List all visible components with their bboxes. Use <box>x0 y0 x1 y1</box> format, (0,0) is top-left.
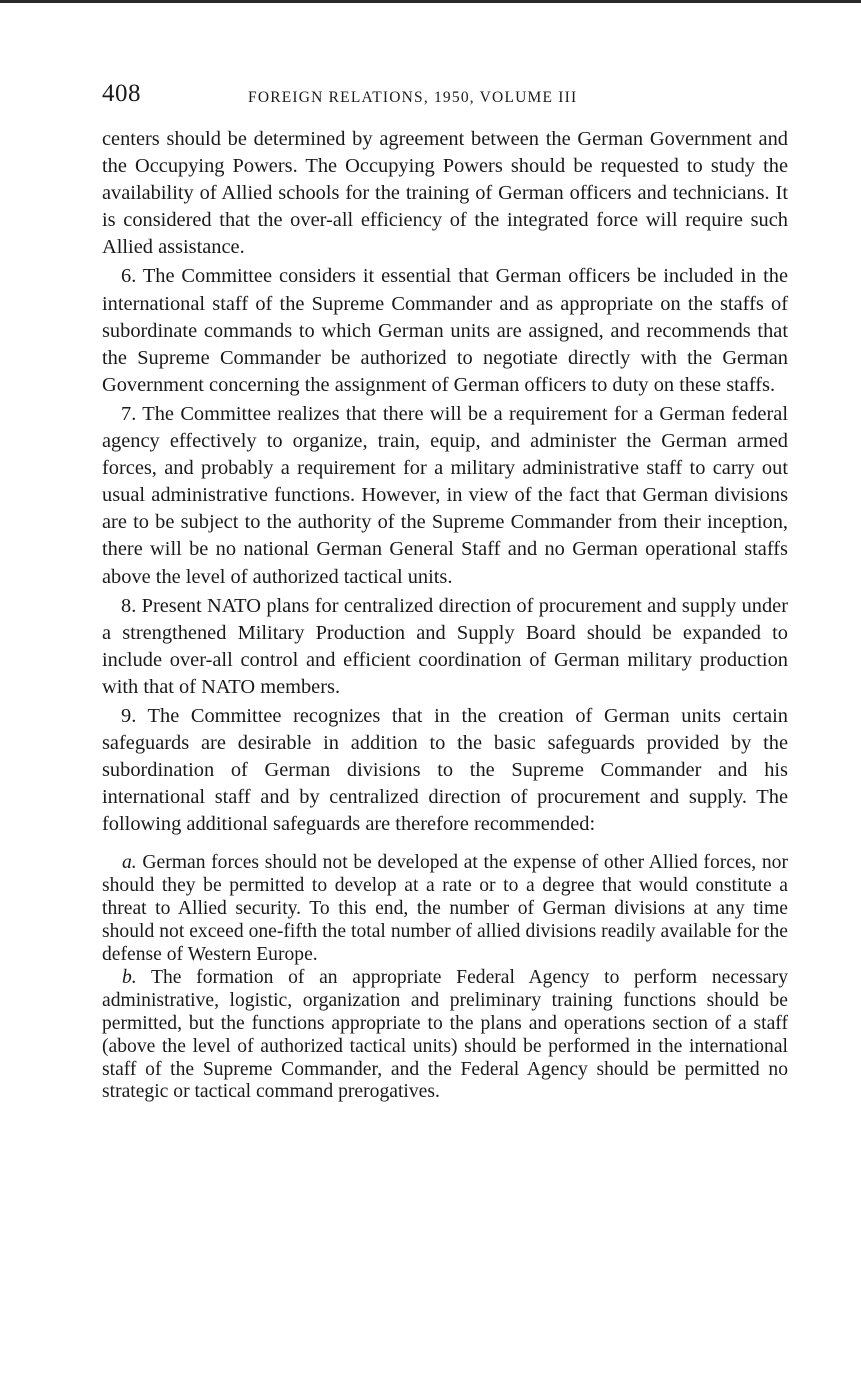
safeguard-a <box>102 852 788 966</box>
paragraph-8: 8. Present NATO plans for centralized direction of procurement and supply under a strengthened Military Production and Supply Board should be expanded to include over-all control and efficient coordination of German military production with that of NATO members. <box>102 594 788 698</box>
paragraph-6: 6. The Committee considers it essential that German officers be included in the international staff of the Supreme Commander and as appropriate on the staffs of subordinate commands to which German units are assigned, and recommends that the Supreme Commander be authorized to negotiate directly with the German Government concerning the assignment of German officers to duty on these staffs. <box>102 265 788 396</box>
paragraph-continued: centers should be determined by agreement between the German Government and the Occupying Powers. The Occupying Powers should be requested to study the availability of Allied schools for the training of German officers and technicians. It is considered that the over-all efficiency of the integrated force will require such Allied assistance. <box>102 128 788 259</box>
safeguard-a-text: German forces should not be developed at the expense of other Allied forces, nor should they be permitted to develop at a rate or to a degree that would constitute a threat to Allied security. To this end, the number of German divisions at any time should not exceed one-fifth the total number of allied divisions readily available for the defense of Western Europe. <box>102 852 788 965</box>
document-page <box>102 80 788 1105</box>
safeguard-b-text: The formation of an appropriate Federal Agency to perform necessary administrative, logistic, organization and preliminary training functions should be permitted, but the functions appropriate to the plans and operations section of a staff (above the level of authorized tactical units) should be performed in the international staff of the Supreme Commander, and the Federal Agency should be permitted no strategic or tactical command prerogatives. <box>102 967 788 1103</box>
body-text <box>102 126 788 838</box>
safeguard-b-letter: b. <box>122 967 137 989</box>
page-number: 408 <box>102 80 141 107</box>
safeguard-a-letter: a. <box>122 852 137 874</box>
running-header <box>102 80 788 116</box>
safeguards-list <box>102 852 788 1104</box>
paragraph-9: 9. The Committee recognizes that in the creation of German units certain safeguards are desirable in addition to the basic safeguards provided by the subordination of German divisions to the Supreme Commander and his international staff and by centralized direction of procurement and supply. The following additional safeguards are therefore recommended: <box>102 704 788 836</box>
top-edge-rule <box>0 0 861 3</box>
safeguard-b <box>102 967 788 1104</box>
paragraph-7: 7. The Committee realizes that there will be a requirement for a German federal agency effectively to organize, train, equip, and administer the German armed forces, and probably a requirement for a military administrative staff to carry out usual administrative functions. However, in view of the fact that German divisions are to be subject to the authority of the Supreme Commander from their inception, there will be no national German General Staff and no German operational staffs above the level of authorized tactical units. <box>102 402 788 588</box>
running-title: FOREIGN RELATIONS, 1950, VOLUME III <box>248 89 578 106</box>
